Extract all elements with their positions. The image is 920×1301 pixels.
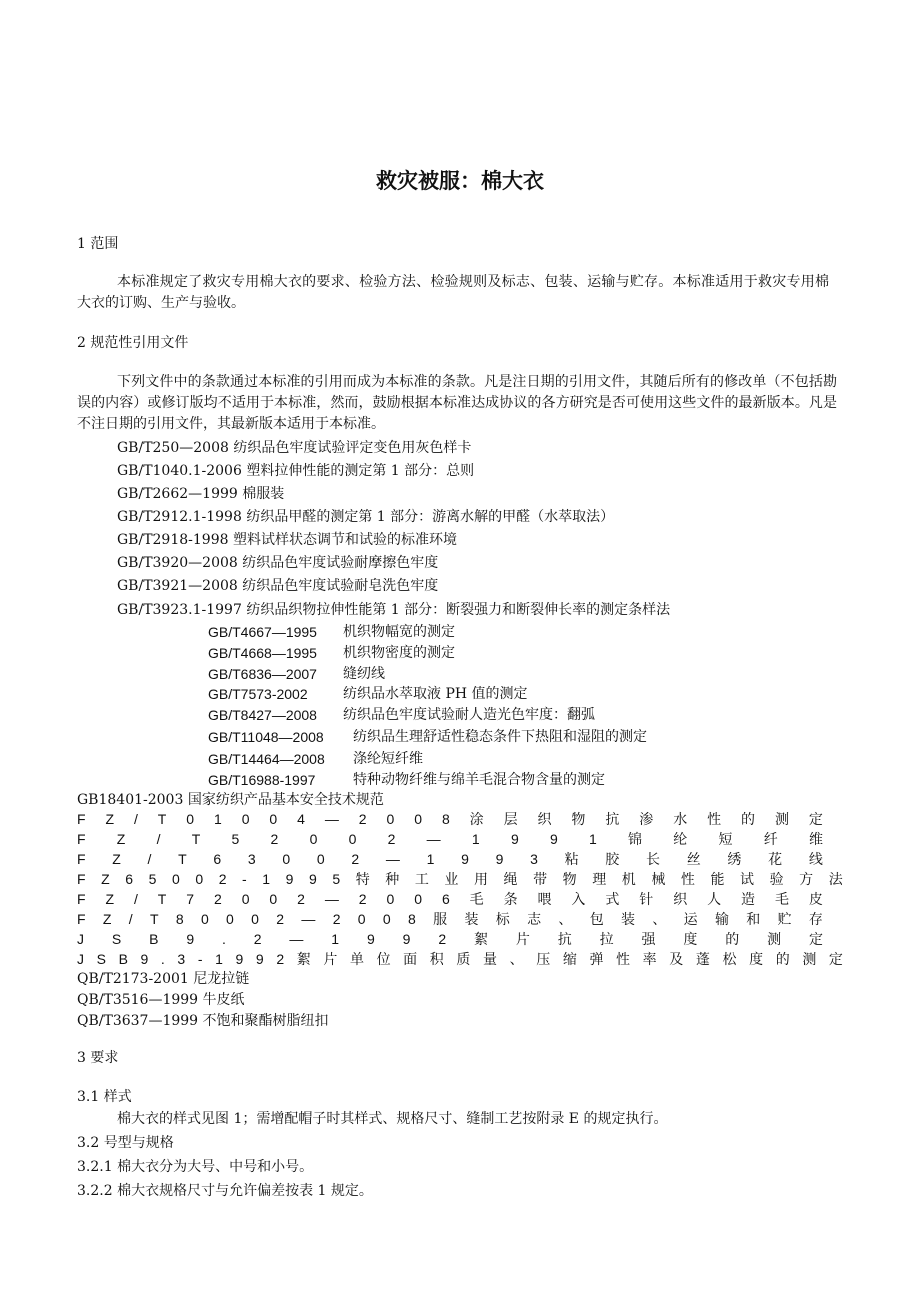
reference-item-spread: F Z / T 7 2 0 0 2 — 2 0 0 6 毛 条 喂 入 式 针 织 人 造 毛 皮 [77, 891, 823, 907]
reference-item: GB/T2912.1-1998 纺织品甲醛的测定第 1 部分：游离水解的甲醛（水萃取法） [117, 509, 615, 525]
section-3-2-1-paragraph: 3.2.1 棉大衣分为大号、中号和小号。 [77, 1159, 314, 1175]
reference-code: GB/T11048—2008 [208, 729, 324, 745]
reference-item-spread: F Z / T 5 2 0 0 2 — 1 9 9 1 锦 纶 短 纤 维 [77, 831, 823, 847]
section-2-paragraph: 下列文件中的条款通过本标准的引用而成为本标准的条款。凡是注日期的引用文件，其随后所有的修改单（不包括勘误的内容）或修订版均不适用于本标准，然而，鼓励根据本标准达成协议的各方研究是否可使用这些文件的最新版本。凡是不注日期的引用文件，其最新版本适用于本标准。 [77, 374, 837, 432]
section-3-heading: 3 要求 [77, 1050, 119, 1066]
reference-item: GB/T3920—2008 纺织品色牢度试验耐摩擦色牢度 [117, 555, 439, 571]
reference-item: GB/T250—2008 纺织品色牢度试验评定变色用灰色样卡 [117, 440, 472, 456]
reference-code: GB/T14464—2008 [208, 751, 325, 767]
reference-item-spread: J S B 9 . 2 — 1 9 9 2 絮 片 抗 拉 强 度 的 测 定 [77, 931, 823, 947]
reference-name: 纺织品色牢度试验耐人造光色牢度：翻弧 [343, 707, 595, 723]
reference-item: GB/T3921—2008 纺织品色牢度试验耐皂洗色牢度 [117, 578, 439, 594]
section-3-2-heading: 3.2 号型与规格 [77, 1135, 174, 1151]
reference-item-spread: F Z 6 5 0 0 2 - 1 9 9 5 特 种 工 业 用 绳 带 物 理 机 械 性 能 试 验 方 法 [77, 871, 843, 887]
reference-name: 特种动物纤维与绵羊毛混合物含量的测定 [353, 772, 605, 788]
section-3-1-paragraph: 棉大衣的样式见图 1；需增配帽子时其样式、规格尺寸、缝制工艺按附录 E 的规定执行。 [117, 1111, 668, 1127]
reference-item: QB/T3637—1999 不饱和聚酯树脂纽扣 [77, 1013, 329, 1029]
reference-code: GB/T4668—1995 [208, 645, 317, 661]
reference-code: GB/T16988-1997 [208, 772, 316, 788]
section-2-heading: 2 规范性引用文件 [77, 335, 189, 351]
reference-item-spread: F Z / T 6 3 0 0 2 — 1 9 9 3 粘 胶 长 丝 绣 花 线 [77, 851, 823, 867]
reference-item-spread: F Z / T 0 1 0 0 4 — 2 0 0 8 涂 层 织 物 抗 渗 水 性 的 测 定 [77, 811, 823, 827]
reference-item: GB/T1040.1-2006 塑料拉伸性能的测定第 1 部分：总则 [117, 463, 475, 479]
reference-item-spread: J S B 9 . 3 - 1 9 9 2 絮 片 单 位 面 积 质 量 、 压 缩 弹 性 率 及 蓬 松 度 的 测 定 [77, 951, 843, 967]
reference-item: QB/T3516—1999 牛皮纸 [77, 992, 245, 1008]
reference-name: 机织物密度的测定 [343, 645, 455, 661]
reference-name: 纺织品生理舒适性稳态条件下热阻和湿阻的测定 [353, 729, 647, 745]
reference-code: GB/T7573-2002 [208, 686, 308, 702]
reference-item: QB/T2173-2001 尼龙拉链 [77, 971, 250, 987]
section-1-heading: 1 范围 [77, 236, 119, 252]
section-3-2-2-paragraph: 3.2.2 棉大衣规格尺寸与允许偏差按表 1 规定。 [77, 1183, 373, 1199]
reference-name: 缝纫线 [343, 666, 385, 682]
reference-name: 纺织品水萃取液 PH 值的测定 [343, 686, 528, 702]
reference-item-spread: F Z / T 8 0 0 0 2 — 2 0 0 8 服 装 标 志 、 包 装 、 运 输 和 贮 存 [77, 911, 823, 927]
reference-item: GB/T2662—1999 棉服装 [117, 486, 285, 502]
section-3-1-heading: 3.1 样式 [77, 1089, 132, 1105]
reference-item: GB/T2918-1998 塑料试样状态调节和试验的标准环境 [117, 532, 457, 548]
reference-name: 机织物幅宽的测定 [343, 624, 455, 640]
reference-gb18401: GB18401-2003 国家纺织产品基本安全技术规范 [77, 792, 384, 808]
page-title: 救灾被服：棉大衣 [376, 169, 544, 193]
reference-code: GB/T8427—2008 [208, 707, 317, 723]
reference-code: GB/T6836—2007 [208, 666, 317, 682]
reference-code: GB/T4667—1995 [208, 624, 317, 640]
reference-item: GB/T3923.1-1997 纺织品织物拉伸性能第 1 部分：断裂强力和断裂伸长率的测定条样法 [117, 602, 671, 618]
reference-name: 涤纶短纤维 [353, 751, 423, 767]
section-1-paragraph: 本标准规定了救灾专用棉大衣的要求、检验方法、检验规则及标志、包装、运输与贮存。本标准适用于救灾专用棉大衣的订购、生产与验收。 [77, 274, 829, 311]
